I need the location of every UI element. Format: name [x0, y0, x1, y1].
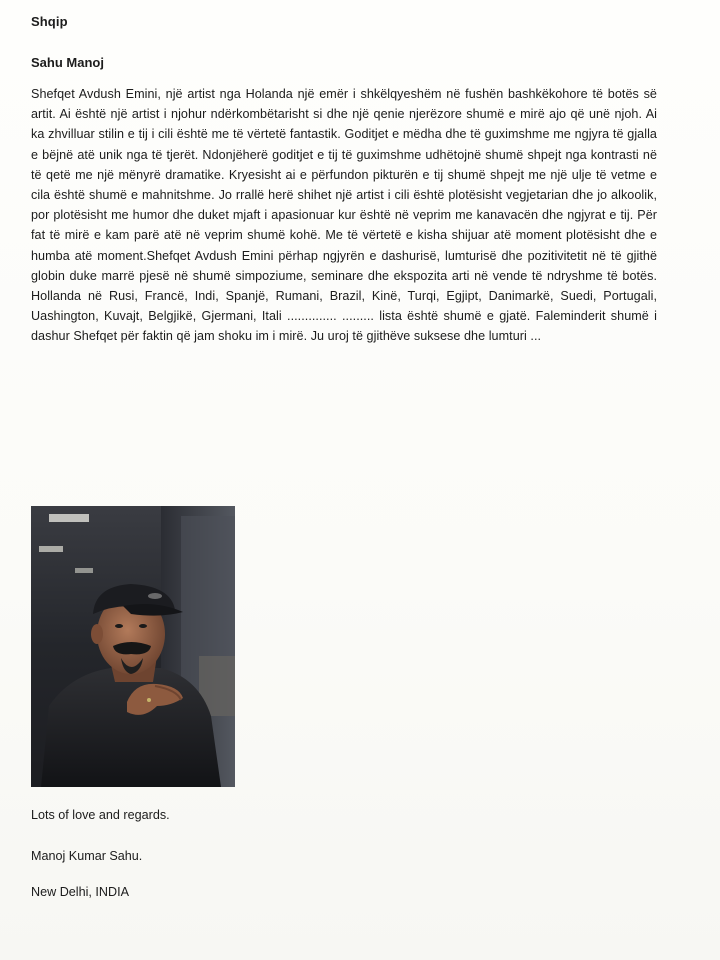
closing-name: Manoj Kumar Sahu.: [31, 849, 143, 863]
author-photo: [31, 506, 235, 787]
letter-body: [31, 84, 657, 347]
letter-paragraph: Shefqet Avdush Emini, një artist nga Holanda një emër i shkëlqyeshëm në fushën bashkëkohore të botës së artit. Ai është një artist i njohur ndërkombëtarisht si dhe një qenie njerëzore shumë e mirë ajo që unë njoh. Ai ka zhvilluar stilin e tij i cili është me të vërtetë fantastik. Goditjet e mëdha dhe të guximshme me ngjyra të gjalla e bëjnë atë unik nga të tjerët. Ndonjëherë goditjet e tij të guximshme udhëtojnë shumë shpejt nga kontrasti në të qetë me një mënyrë dramatike. Kryesisht ai e përfundon pikturën e tij shumë shpejt me një ulje të vetme e cila është shumë e mahnitshme. Jo rrallë herë shihet një artist i cili është plotësisht vegjetarian dhe jo alkoolik, por plotësisht me humor dhe duket mjaft i apasionuar kur është në veprim me kanavacën dhe ngjyrat e tij. Për fat të mirë e kam parë atë në veprim shumë kohë. Me të vërtetë e kisha shijuar atë moment plotësisht dhe e humba atë moment.Shefqet Avdush Emini përhap ngjyrën e dashurisë, lumturisë dhe pozitivitetit në të gjithë globin duke marrë pjesë në shumë simpoziume, seminare dhe ekspozita arti në vende të ndryshme të botës. Hollanda në Rusi, Francë, Indi, Spanjë, Rumani, Brazil, Kinë, Turqi, Egjipt, Danimarkë, Suedi, Portugali, Uashington, Kuvajt, Belgjikë, Gjermani, Itali .............. ......... lista është shumë e gjatë. Faleminderit shumë i dashur Shefqet për faktin që jam shoku im i mirë. Ju uroj të gjithëve suksese dhe lumturi ...: [31, 87, 657, 344]
language-heading: Shqip: [31, 14, 68, 29]
author-heading: Sahu Manoj: [31, 55, 104, 70]
closing-location: New Delhi, INDIA: [31, 885, 129, 899]
closing-regards: Lots of love and regards.: [31, 808, 170, 822]
